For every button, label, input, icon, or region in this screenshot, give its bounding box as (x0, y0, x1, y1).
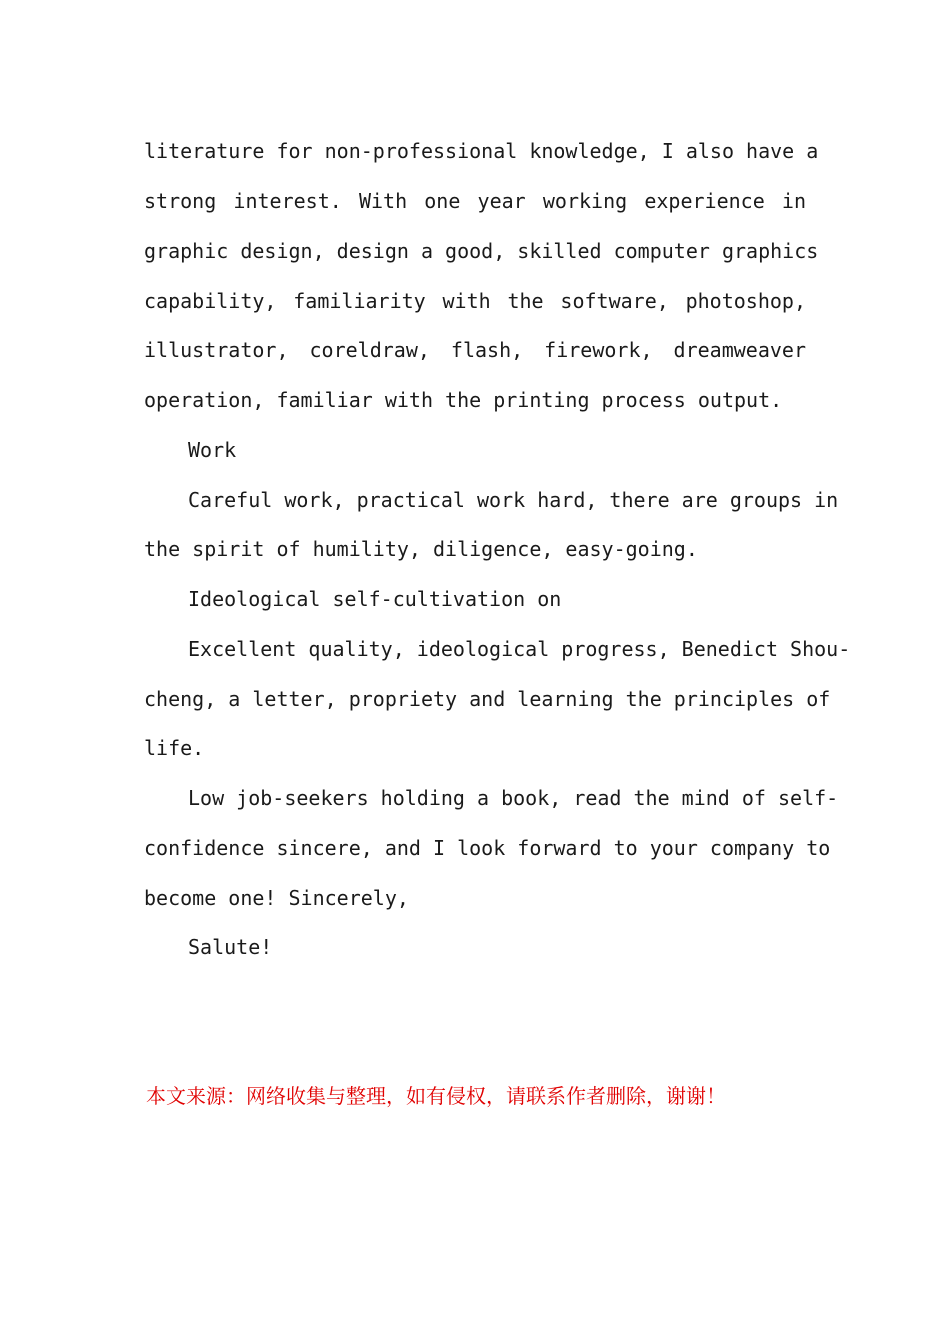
paragraph-line: life. (144, 736, 205, 760)
paragraph-line: graphic design, design a good, skilled computer graphics (144, 239, 819, 263)
paragraph-line: operation, familiar with the printing process output. (144, 388, 783, 412)
paragraph-line: strong interest. With one year working experience in (144, 189, 806, 213)
section-heading-work: Work (188, 438, 237, 462)
paragraph-line: cheng, a letter, propriety and learning the principles of (144, 687, 831, 711)
paragraph-line: Low job-seekers holding a book, read the mind of self- (188, 786, 839, 810)
paragraph-line: Excellent quality, ideological progress, Benedict Shou- (188, 637, 851, 661)
paragraph-line: capability, familiarity with the software, photoshop, (144, 289, 806, 313)
source-note: 本文来源：网络收集与整理，如有侵权，请联系作者删除，谢谢！ (146, 1084, 726, 1108)
paragraph-line: become one! Sincerely, (144, 886, 409, 910)
closing-salute: Salute! (188, 935, 273, 959)
paragraph-line: confidence sincere, and I look forward to your company to (144, 836, 831, 860)
section-heading-ideology: Ideological self-cultivation on (188, 587, 562, 611)
paragraph-line: the spirit of humility, diligence, easy-going. (144, 537, 698, 561)
paragraph-line: Careful work, practical work hard, there are groups in (188, 488, 839, 512)
paragraph-line: literature for non-professional knowledge, I also have a (144, 139, 819, 163)
paragraph-line: illustrator, coreldraw, flash, firework, dreamweaver (144, 338, 806, 362)
